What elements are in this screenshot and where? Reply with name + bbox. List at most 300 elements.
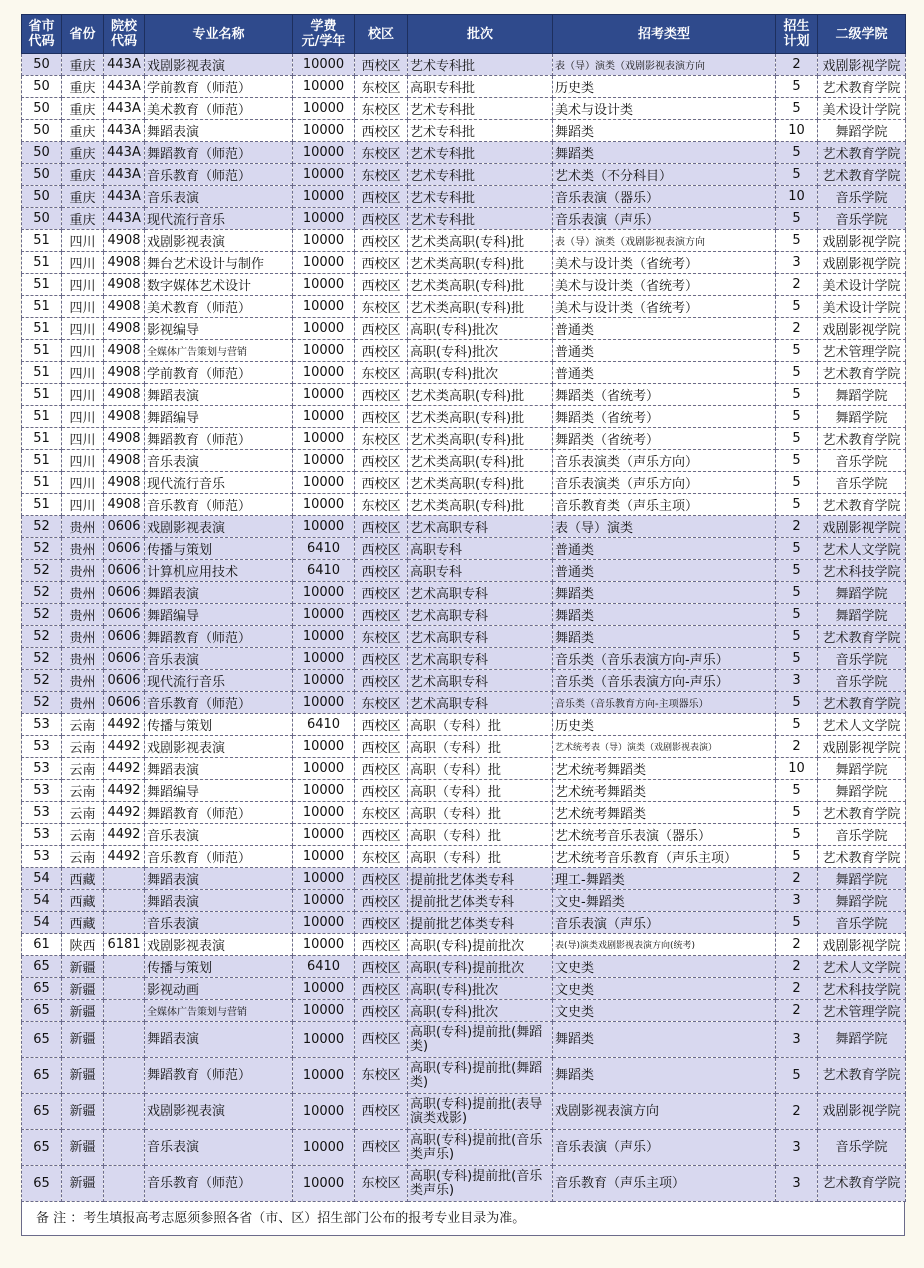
- cell-plan: 10: [776, 758, 818, 780]
- cell-major: 戏剧影视表演: [145, 516, 293, 538]
- cell-province: 四川: [62, 472, 104, 494]
- cell-college: 舞蹈学院: [818, 890, 906, 912]
- cell-school-code: 4908: [104, 252, 145, 274]
- cell-campus: 西校区: [355, 956, 408, 978]
- cell-major: 音乐教育（师范）: [145, 1166, 293, 1202]
- cell-tuition: 10000: [293, 1166, 355, 1202]
- cell-campus: 西校区: [355, 1130, 408, 1166]
- table-row: [22, 76, 906, 98]
- cell-college: 艺术人文学院: [818, 538, 906, 560]
- cell-tuition: 10000: [293, 472, 355, 494]
- cell-batch: 艺术类高职(专科)批: [408, 274, 553, 296]
- cell-province-code: 53: [22, 736, 62, 758]
- table-row: [22, 1022, 906, 1058]
- cell-campus: 西校区: [355, 582, 408, 604]
- cell-school-code: 4908: [104, 472, 145, 494]
- cell-batch: 高职(专科)提前批(舞蹈类): [408, 1022, 553, 1058]
- cell-province: 新疆: [62, 1166, 104, 1202]
- cell-plan: 5: [776, 472, 818, 494]
- cell-exam-type: 美术与设计类（省统考）: [553, 296, 776, 318]
- cell-batch: 高职（专科）批: [408, 802, 553, 824]
- cell-campus: 东校区: [355, 164, 408, 186]
- cell-campus: 西校区: [355, 538, 408, 560]
- cell-major: 舞蹈表演: [145, 868, 293, 890]
- cell-exam-type: 艺术统考舞蹈类: [553, 780, 776, 802]
- cell-plan: 5: [776, 98, 818, 120]
- table-row: [22, 538, 906, 560]
- cell-tuition: 6410: [293, 714, 355, 736]
- cell-plan: 10: [776, 120, 818, 142]
- cell-province-code: 52: [22, 604, 62, 626]
- cell-school-code: [104, 890, 145, 912]
- cell-major: 戏剧影视表演: [145, 934, 293, 956]
- cell-exam-type: 舞蹈类: [553, 604, 776, 626]
- cell-school-code: 443A: [104, 98, 145, 120]
- header-province-code: 省市 代码: [22, 15, 62, 54]
- cell-tuition: 10000: [293, 582, 355, 604]
- cell-exam-type: 普通类: [553, 560, 776, 582]
- cell-batch: 艺术高职专科: [408, 692, 553, 714]
- cell-exam-type: 音乐类（音乐表演方向-声乐）: [553, 670, 776, 692]
- table-row: [22, 736, 906, 758]
- table-row: [22, 1130, 906, 1166]
- table-row: [22, 494, 906, 516]
- cell-batch: 高职(专科)批次: [408, 1000, 553, 1022]
- cell-batch: 高职专科: [408, 560, 553, 582]
- table-row: [22, 252, 906, 274]
- cell-college: 艺术教育学院: [818, 692, 906, 714]
- cell-major: 传播与策划: [145, 714, 293, 736]
- cell-college: 音乐学院: [818, 208, 906, 230]
- cell-plan: 3: [776, 252, 818, 274]
- table-row: [22, 472, 906, 494]
- cell-school-code: 4492: [104, 802, 145, 824]
- cell-major: 舞蹈表演: [145, 890, 293, 912]
- cell-major: 舞蹈教育（师范）: [145, 626, 293, 648]
- cell-plan: 5: [776, 692, 818, 714]
- cell-school-code: 443A: [104, 142, 145, 164]
- cell-college: 戏剧影视学院: [818, 736, 906, 758]
- cell-tuition: 10000: [293, 692, 355, 714]
- table-row: [22, 692, 906, 714]
- cell-exam-type: 表（导）演类（戏剧影视表演方向: [553, 230, 776, 252]
- cell-major: 舞蹈编导: [145, 604, 293, 626]
- cell-batch: 艺术类高职(专科)批: [408, 450, 553, 472]
- cell-major: 舞蹈编导: [145, 780, 293, 802]
- cell-major: 传播与策划: [145, 956, 293, 978]
- cell-batch: 艺术专科批: [408, 208, 553, 230]
- cell-batch: 艺术类高职(专科)批: [408, 428, 553, 450]
- cell-college: 美术设计学院: [818, 296, 906, 318]
- cell-major: 音乐教育（师范）: [145, 494, 293, 516]
- cell-province-code: 61: [22, 934, 62, 956]
- cell-college: 舞蹈学院: [818, 868, 906, 890]
- cell-school-code: 443A: [104, 76, 145, 98]
- cell-tuition: 10000: [293, 648, 355, 670]
- cell-batch: 艺术类高职(专科)批: [408, 230, 553, 252]
- cell-campus: 西校区: [355, 318, 408, 340]
- cell-province: 贵州: [62, 538, 104, 560]
- cell-province: 云南: [62, 714, 104, 736]
- cell-batch: 高职（专科）批: [408, 758, 553, 780]
- table-row: [22, 230, 906, 252]
- cell-major: 现代流行音乐: [145, 208, 293, 230]
- cell-plan: 5: [776, 912, 818, 934]
- cell-major: 舞蹈表演: [145, 384, 293, 406]
- cell-plan: 5: [776, 1058, 818, 1094]
- cell-college: 戏剧影视学院: [818, 252, 906, 274]
- cell-exam-type: 音乐表演（声乐）: [553, 208, 776, 230]
- cell-campus: 东校区: [355, 626, 408, 648]
- cell-school-code: [104, 1022, 145, 1058]
- cell-campus: 西校区: [355, 54, 408, 76]
- cell-plan: 5: [776, 208, 818, 230]
- cell-school-code: 4908: [104, 340, 145, 362]
- cell-tuition: 10000: [293, 736, 355, 758]
- header-campus: 校区: [355, 15, 408, 54]
- cell-exam-type: 舞蹈类（省统考）: [553, 384, 776, 406]
- cell-campus: 西校区: [355, 516, 408, 538]
- cell-plan: 5: [776, 604, 818, 626]
- cell-school-code: [104, 956, 145, 978]
- cell-major: 数字媒体艺术设计: [145, 274, 293, 296]
- cell-school-code: 0606: [104, 516, 145, 538]
- table-row: [22, 714, 906, 736]
- cell-school-code: 0606: [104, 560, 145, 582]
- cell-province: 贵州: [62, 516, 104, 538]
- cell-tuition: 10000: [293, 780, 355, 802]
- cell-major: 音乐教育（师范）: [145, 164, 293, 186]
- cell-campus: 西校区: [355, 670, 408, 692]
- table-row: [22, 406, 906, 428]
- cell-campus: 东校区: [355, 76, 408, 98]
- cell-batch: 艺术高职专科: [408, 516, 553, 538]
- cell-college: 艺术科技学院: [818, 978, 906, 1000]
- cell-tuition: 10000: [293, 978, 355, 1000]
- cell-plan: 5: [776, 494, 818, 516]
- cell-tuition: 6410: [293, 560, 355, 582]
- cell-campus: 东校区: [355, 98, 408, 120]
- cell-batch: 艺术专科批: [408, 142, 553, 164]
- cell-province: 贵州: [62, 560, 104, 582]
- cell-school-code: 4908: [104, 362, 145, 384]
- cell-province: 重庆: [62, 186, 104, 208]
- cell-college: 艺术教育学院: [818, 494, 906, 516]
- cell-school-code: [104, 1130, 145, 1166]
- cell-batch: 提前批艺体类专科: [408, 868, 553, 890]
- cell-exam-type: 文史类: [553, 1000, 776, 1022]
- header-batch: 批次: [408, 15, 553, 54]
- cell-major: 舞蹈表演: [145, 758, 293, 780]
- cell-province: 新疆: [62, 1094, 104, 1130]
- cell-province: 新疆: [62, 1000, 104, 1022]
- cell-plan: 5: [776, 164, 818, 186]
- cell-exam-type: 音乐类（音乐教育方向-主项器乐）: [553, 692, 776, 714]
- cell-college: 艺术教育学院: [818, 802, 906, 824]
- cell-campus: 西校区: [355, 780, 408, 802]
- cell-province: 云南: [62, 824, 104, 846]
- cell-tuition: 10000: [293, 1022, 355, 1058]
- cell-batch: 高职（专科）批: [408, 780, 553, 802]
- table-row: [22, 450, 906, 472]
- cell-plan: 2: [776, 934, 818, 956]
- cell-college: 戏剧影视学院: [818, 1094, 906, 1130]
- cell-plan: 5: [776, 340, 818, 362]
- cell-tuition: 10000: [293, 1000, 355, 1022]
- cell-major: 影视编导: [145, 318, 293, 340]
- cell-school-code: 443A: [104, 120, 145, 142]
- cell-plan: 5: [776, 142, 818, 164]
- cell-school-code: 0606: [104, 604, 145, 626]
- cell-major: 舞蹈表演: [145, 1022, 293, 1058]
- cell-exam-type: 舞蹈类: [553, 120, 776, 142]
- cell-college: 戏剧影视学院: [818, 516, 906, 538]
- cell-tuition: 10000: [293, 164, 355, 186]
- cell-batch: 高职(专科)提前批(表导演类戏影): [408, 1094, 553, 1130]
- cell-province: 贵州: [62, 648, 104, 670]
- cell-province: 四川: [62, 406, 104, 428]
- cell-college: 美术设计学院: [818, 274, 906, 296]
- table-row: [22, 318, 906, 340]
- table-row: [22, 1000, 906, 1022]
- cell-province: 贵州: [62, 582, 104, 604]
- cell-province: 新疆: [62, 1130, 104, 1166]
- cell-school-code: 443A: [104, 208, 145, 230]
- cell-batch: 艺术专科批: [408, 186, 553, 208]
- cell-college: 舞蹈学院: [818, 406, 906, 428]
- cell-school-code: [104, 978, 145, 1000]
- table-row: [22, 340, 906, 362]
- cell-tuition: 10000: [293, 406, 355, 428]
- cell-tuition: 10000: [293, 846, 355, 868]
- cell-campus: 东校区: [355, 494, 408, 516]
- cell-campus: 西校区: [355, 934, 408, 956]
- cell-college: 戏剧影视学院: [818, 934, 906, 956]
- cell-campus: 西校区: [355, 758, 408, 780]
- table-row: [22, 846, 906, 868]
- cell-school-code: 0606: [104, 648, 145, 670]
- cell-school-code: 4492: [104, 846, 145, 868]
- cell-school-code: 4492: [104, 758, 145, 780]
- cell-province-code: 65: [22, 1022, 62, 1058]
- cell-province: 新疆: [62, 1022, 104, 1058]
- cell-college: 戏剧影视学院: [818, 230, 906, 252]
- cell-school-code: 4908: [104, 384, 145, 406]
- cell-plan: 2: [776, 318, 818, 340]
- cell-plan: 2: [776, 1000, 818, 1022]
- cell-college: 舞蹈学院: [818, 1022, 906, 1058]
- cell-exam-type: 舞蹈类: [553, 1022, 776, 1058]
- cell-tuition: 10000: [293, 758, 355, 780]
- cell-batch: 提前批艺体类专科: [408, 912, 553, 934]
- cell-tuition: 10000: [293, 802, 355, 824]
- cell-major: 戏剧影视表演: [145, 230, 293, 252]
- cell-tuition: 10000: [293, 208, 355, 230]
- cell-province: 新疆: [62, 1058, 104, 1094]
- cell-plan: 5: [776, 648, 818, 670]
- cell-province: 四川: [62, 494, 104, 516]
- cell-major: 音乐表演: [145, 824, 293, 846]
- cell-college: 音乐学院: [818, 670, 906, 692]
- cell-province: 四川: [62, 362, 104, 384]
- cell-province-code: 53: [22, 802, 62, 824]
- cell-province: 贵州: [62, 604, 104, 626]
- header-plan: 招生 计划: [776, 15, 818, 54]
- table-row: [22, 604, 906, 626]
- cell-province: 西藏: [62, 912, 104, 934]
- cell-plan: 5: [776, 428, 818, 450]
- cell-exam-type: 表（导）演类（戏剧影视表演方向: [553, 54, 776, 76]
- cell-exam-type: 艺术统考舞蹈类: [553, 758, 776, 780]
- cell-college: 艺术教育学院: [818, 428, 906, 450]
- cell-major: 全媒体广告策划与营销: [145, 340, 293, 362]
- cell-province-code: 52: [22, 648, 62, 670]
- cell-province: 重庆: [62, 54, 104, 76]
- cell-plan: 5: [776, 362, 818, 384]
- cell-school-code: 4492: [104, 780, 145, 802]
- cell-exam-type: 普通类: [553, 318, 776, 340]
- table-row: [22, 648, 906, 670]
- cell-major: 计算机应用技术: [145, 560, 293, 582]
- cell-school-code: [104, 1166, 145, 1202]
- table-row: [22, 934, 906, 956]
- cell-province-code: 51: [22, 340, 62, 362]
- enrollment-table: [21, 14, 906, 1202]
- cell-campus: 西校区: [355, 384, 408, 406]
- cell-tuition: 6410: [293, 538, 355, 560]
- cell-campus: 东校区: [355, 142, 408, 164]
- table-row: [22, 516, 906, 538]
- cell-province: 四川: [62, 318, 104, 340]
- table-row: [22, 384, 906, 406]
- cell-college: 音乐学院: [818, 472, 906, 494]
- cell-plan: 5: [776, 538, 818, 560]
- cell-tuition: 10000: [293, 868, 355, 890]
- cell-school-code: 443A: [104, 186, 145, 208]
- cell-major: 舞蹈编导: [145, 406, 293, 428]
- cell-plan: 2: [776, 978, 818, 1000]
- cell-plan: 5: [776, 824, 818, 846]
- cell-batch: 艺术类高职(专科)批: [408, 494, 553, 516]
- cell-plan: 5: [776, 450, 818, 472]
- cell-province-code: 53: [22, 714, 62, 736]
- table-row: [22, 98, 906, 120]
- cell-major: 音乐表演: [145, 450, 293, 472]
- cell-plan: 5: [776, 714, 818, 736]
- cell-exam-type: 艺术统考表（导）演类（戏剧影视表演）: [553, 736, 776, 758]
- cell-exam-type: 美术与设计类（省统考）: [553, 274, 776, 296]
- cell-college: 戏剧影视学院: [818, 318, 906, 340]
- cell-tuition: 10000: [293, 1094, 355, 1130]
- cell-campus: 西校区: [355, 186, 408, 208]
- cell-tuition: 10000: [293, 494, 355, 516]
- cell-campus: 西校区: [355, 1094, 408, 1130]
- cell-batch: 艺术类高职(专科)批: [408, 384, 553, 406]
- cell-major: 舞蹈表演: [145, 120, 293, 142]
- cell-batch: 高职(专科)提前批次: [408, 934, 553, 956]
- cell-plan: 2: [776, 736, 818, 758]
- cell-major: 音乐表演: [145, 648, 293, 670]
- cell-college: 音乐学院: [818, 1130, 906, 1166]
- cell-school-code: [104, 912, 145, 934]
- cell-plan: 5: [776, 406, 818, 428]
- header-major: 专业名称: [145, 15, 293, 54]
- cell-province: 贵州: [62, 626, 104, 648]
- cell-college: 艺术教育学院: [818, 164, 906, 186]
- cell-campus: 东校区: [355, 692, 408, 714]
- cell-province-code: 51: [22, 428, 62, 450]
- cell-tuition: 10000: [293, 142, 355, 164]
- table-row: [22, 582, 906, 604]
- cell-major: 全媒体广告策划与营销: [145, 1000, 293, 1022]
- cell-plan: 2: [776, 54, 818, 76]
- cell-province-code: 50: [22, 54, 62, 76]
- cell-tuition: 10000: [293, 76, 355, 98]
- cell-campus: 西校区: [355, 450, 408, 472]
- cell-province: 新疆: [62, 978, 104, 1000]
- cell-school-code: 4492: [104, 736, 145, 758]
- cell-province-code: 54: [22, 868, 62, 890]
- cell-college: 舞蹈学院: [818, 780, 906, 802]
- cell-major: 学前教育（师范）: [145, 76, 293, 98]
- cell-plan: 3: [776, 1166, 818, 1202]
- cell-major: 传播与策划: [145, 538, 293, 560]
- cell-college: 艺术教育学院: [818, 1058, 906, 1094]
- cell-province-code: 50: [22, 186, 62, 208]
- cell-exam-type: 舞蹈类: [553, 582, 776, 604]
- cell-campus: 东校区: [355, 802, 408, 824]
- cell-province-code: 50: [22, 164, 62, 186]
- cell-school-code: 4908: [104, 450, 145, 472]
- cell-college: 艺术管理学院: [818, 340, 906, 362]
- cell-province-code: 51: [22, 450, 62, 472]
- cell-province-code: 52: [22, 670, 62, 692]
- cell-province: 四川: [62, 340, 104, 362]
- cell-batch: 艺术高职专科: [408, 604, 553, 626]
- cell-major: 舞蹈教育（师范）: [145, 142, 293, 164]
- cell-province: 重庆: [62, 142, 104, 164]
- cell-campus: 西校区: [355, 912, 408, 934]
- cell-school-code: [104, 1058, 145, 1094]
- cell-province: 贵州: [62, 670, 104, 692]
- cell-province: 重庆: [62, 208, 104, 230]
- cell-plan: 10: [776, 186, 818, 208]
- cell-batch: 艺术专科批: [408, 120, 553, 142]
- cell-tuition: 10000: [293, 604, 355, 626]
- cell-province-code: 51: [22, 296, 62, 318]
- table-row: [22, 164, 906, 186]
- cell-college: 音乐学院: [818, 186, 906, 208]
- table-body: [22, 54, 906, 1202]
- table-row: [22, 1166, 906, 1202]
- table-row: [22, 912, 906, 934]
- cell-college: 艺术教育学院: [818, 362, 906, 384]
- cell-college: 音乐学院: [818, 824, 906, 846]
- cell-tuition: 10000: [293, 274, 355, 296]
- cell-province-code: 51: [22, 230, 62, 252]
- cell-batch: 艺术高职专科: [408, 670, 553, 692]
- cell-school-code: 4908: [104, 494, 145, 516]
- cell-batch: 高职(专科)批次: [408, 318, 553, 340]
- cell-school-code: 443A: [104, 164, 145, 186]
- cell-campus: 西校区: [355, 340, 408, 362]
- cell-province-code: 65: [22, 956, 62, 978]
- cell-exam-type: 艺术类（不分科目）: [553, 164, 776, 186]
- cell-plan: 5: [776, 802, 818, 824]
- cell-college: 艺术人文学院: [818, 956, 906, 978]
- cell-province: 贵州: [62, 692, 104, 714]
- cell-plan: 2: [776, 868, 818, 890]
